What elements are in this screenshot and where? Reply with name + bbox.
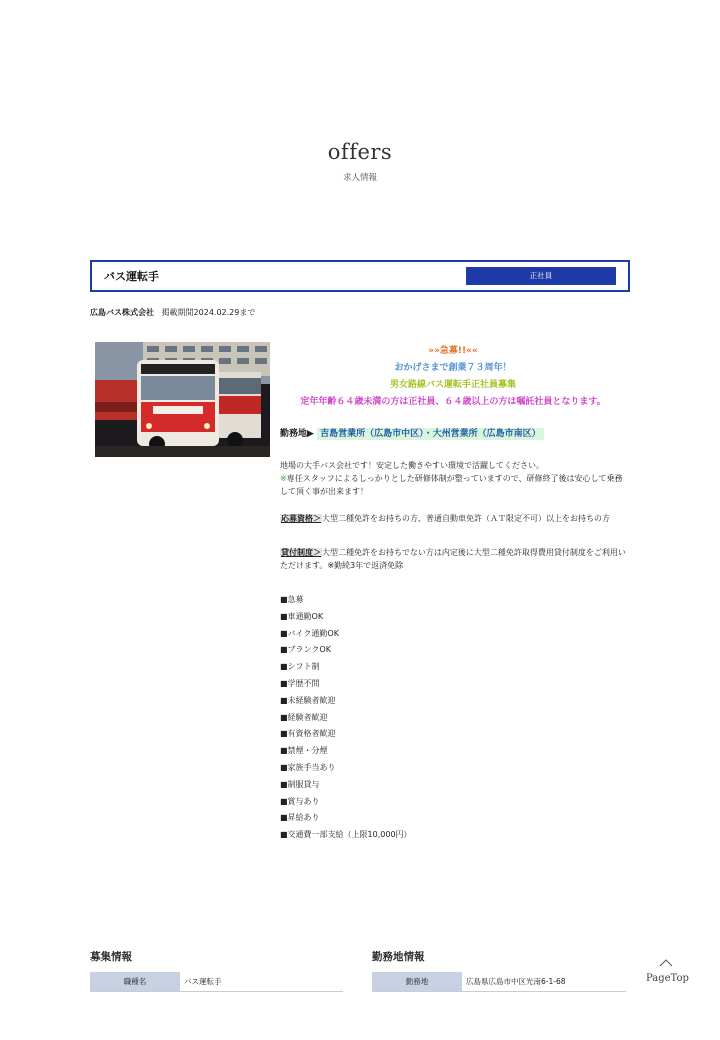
location-label: 勤務地 — [372, 972, 462, 991]
list-item: ■急募 — [280, 595, 304, 604]
location-value: 広島県広島市中区光南6-1-68 — [466, 977, 566, 986]
qualification-label: 応募資格＞ — [281, 514, 321, 523]
chevron-up-icon — [659, 958, 673, 967]
intro-text: 地場の大手バス会社です！安定した働きやすい環境で活躍してください。 — [280, 461, 544, 470]
recruit-info-row — [90, 972, 343, 992]
list-item: ■賞与あり — [280, 796, 320, 806]
note-mark: ※ — [280, 474, 287, 483]
list-item: ■ブランクOK — [280, 645, 331, 655]
loan-desc: 大型二種免許をお持ちでない方は内定後に大型二種免許取得費用貸付制度をご利用いただけます。※勤続3年で返済免除 — [280, 548, 626, 570]
workplace-label: 勤務地▶ — [280, 429, 314, 439]
page-top-label: PageTop — [646, 973, 689, 984]
list-item: ■車通勤OK — [280, 611, 324, 621]
workplace-line — [280, 426, 626, 439]
list-item: ■シフト制 — [280, 662, 320, 672]
list-item: ■未経験者歓迎 — [280, 695, 336, 705]
loan-text — [280, 546, 626, 572]
page-title: offers — [327, 140, 393, 164]
page-top-button[interactable] — [646, 952, 689, 984]
bus-photo — [95, 342, 270, 457]
page-subtitle: 求人情報 — [342, 173, 377, 183]
job-description — [280, 343, 626, 846]
location-info-row — [372, 972, 626, 992]
headline-recruit: 男女路線バス運転手正社員募集 — [389, 380, 516, 390]
page-header — [0, 140, 720, 183]
posting-period: 掲載期間2024.02.29まで — [161, 308, 256, 317]
recruit-info-title: 募集情報 — [90, 951, 132, 963]
company-name: 広島バス株式会社 — [90, 308, 154, 317]
employment-type-badge: 正社員 — [466, 267, 616, 285]
list-item: ■昇給あり — [280, 813, 320, 823]
workplace-value: 吉島営業所（広島市中区）・大州営業所（広島市南区） — [317, 428, 544, 440]
list-item: ■バイク通勤OK — [280, 628, 339, 638]
list-item: ■有資格者歓迎 — [280, 729, 336, 739]
training-text — [280, 472, 626, 498]
headline-retirement: 定年年齢６４歳未満の方は正社員、６４歳以上の方は嘱託社員となります。 — [300, 397, 606, 407]
list-item: ■制服貸与 — [280, 779, 320, 789]
qualification-text — [280, 512, 626, 525]
list-item: ■禁煙・分煙 — [280, 746, 328, 756]
job-title: バス運転手 — [104, 270, 159, 283]
list-item: ■学歴不問 — [280, 678, 320, 688]
loan-label: 貸付制度＞ — [281, 548, 321, 557]
job-name-label: 職種名 — [90, 972, 180, 991]
job-meta — [90, 307, 255, 318]
location-info-title: 勤務地情報 — [372, 951, 425, 963]
training-desc: 専任スタッフによるしっかりとした研修体制が整っていますので、研修終了後は安心して乗務して頂く事が出来ます！ — [280, 474, 623, 496]
list-item: ■経験者歓迎 — [280, 712, 328, 722]
headline-anniversary: おかげさまで創業７３周年！ — [394, 363, 512, 373]
qualification-desc: 大型二種免許をお持ちの方、普通自動車免許（ＡＴ限定不可）以上をお持ちの方 — [322, 514, 610, 523]
feature-list — [280, 594, 626, 846]
list-item: ■家族手当あり — [280, 762, 336, 772]
list-item: ■交通費一部支給（上限10,000円） — [280, 830, 412, 840]
job-header — [90, 260, 630, 292]
headline-urgent: »»急募!!«« — [428, 346, 478, 356]
job-name-value: バス運転手 — [184, 977, 222, 986]
